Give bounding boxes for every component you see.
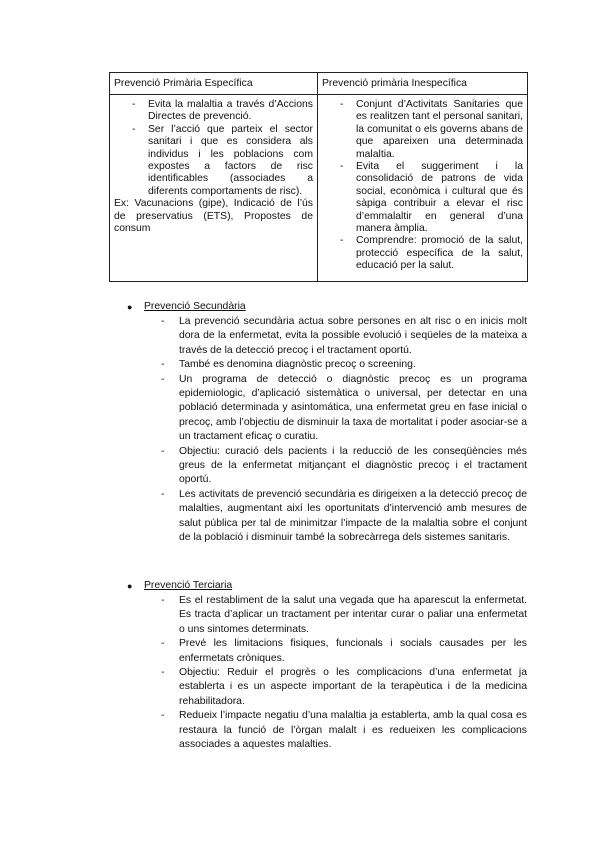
table-header-specific: Prevenció Primària Específica (110, 73, 318, 95)
table-cell-specific (110, 95, 318, 282)
list-item: - Ser l’acció que parteix el sector sanitari i que es considera als individus i les poblacions com expostes a factors de risc identificables (associades a diferents comportaments de risc). (114, 124, 313, 198)
specific-example: Ex: Vacunacions (gipe), Indicació de l’ús de preservatius (ETS), Propostes de consum (114, 198, 313, 235)
list-item: - Redueix l’impacte negatiu d’una malaltia ja establerta, amb la qual cosa es restaura la funció de l’òrgan malalt i es redueixen les complicacions associades a aquestes malalties. (160, 709, 527, 752)
bullet-icon: ● (127, 581, 133, 591)
list-item: - La prevenció secundària actua sobre persones en alt risc o en inicis molt dora de la enfermetat, evita la possible evolució i seqüeles de la mateixa a través de la detecció precoç i el tractament oportú. (160, 315, 527, 358)
table-cell-nonspecific (318, 95, 528, 282)
section-title: Prevenció Terciaria (144, 580, 233, 591)
list-item: - Un programa de detecció o diagnòstic precoç es un programa epidemiologic, d’aplicació sistemàtica o universal, per detectar en una població determinada y asintomática, una enfermetat greu en fase inicial o precoç, amb l’objectiu de disminuir la taxa de mortalitat i poder asociar-se a un tractament eficaç o curatiu. (160, 373, 527, 445)
list-item: - També es denomina diagnòstic precoç o screening. (160, 358, 527, 372)
section-heading (0, 579, 600, 593)
secondary-prevention-list (160, 315, 527, 546)
nonspecific-list (322, 99, 523, 273)
section-title: Prevenció Secundària (144, 301, 246, 312)
section-tertiary-prevention (0, 579, 600, 752)
list-item: - Conjunt d’Activitats Sanitaries que es realitzen tant el personal sanitari, la comunitat o els governs abans de que apareixen una determinada malaltia. (322, 99, 523, 161)
section-heading (0, 300, 600, 314)
table-body-row (110, 95, 528, 282)
list-item: - Objectiu: curació dels pacients i la reducció de les conseqüències més greus de la enfermetat mitjançant el diagnòstic precoç i el tractament oportú. (160, 445, 527, 488)
list-item: - Es el restabliment de la salut una vegada que ha aparescut la enfermetat. Es tracta d’aplicar un tractament per intentar curar o paliar una enfermetat o uns sintomes determinats. (160, 594, 527, 637)
table-header-nonspecific: Prevenció primària Inespecífica (318, 73, 528, 95)
prevention-comparison-table (109, 72, 528, 282)
list-item: - Comprendre: promoció de la salut, protecció específica de la salut, educació per la salut. (322, 235, 523, 272)
section-secondary-prevention (0, 300, 600, 546)
list-item: - Les activitats de prevenció secundària es dirigeixen a la detecció precoç de malalties, augmentant així les oportunitats d’intervenció amb mesures de salut pública per tal de minimitzar l’impacte de la malaltia sobre el conjunt de la població i disminuir també la sobrecàrrega dels sistemes sanitaris. (160, 488, 527, 546)
table-header-row (110, 73, 528, 95)
specific-list (114, 99, 313, 198)
list-item: - Evita el suggeriment i la consolidació de patrons de vida social, econòmica i cultural que és sàpiga contribuir a elevar el risc d’emmalaltir en general d’una manera àmplia. (322, 161, 523, 235)
tertiary-prevention-list (160, 594, 527, 752)
bullet-icon: ● (127, 302, 133, 312)
list-item: - Objectiu: Reduir el progrès o les complicacions d’una enfermetat ja establerta i es un aspecte important de la terapèutica i de la medicina rehabilitadora. (160, 666, 527, 709)
list-item: - Evita la malaltia a través d’Accions Directes de prevenció. (114, 99, 313, 124)
list-item: - Prevé les limitacions fisiques, funcionals i socials causades per les enfermetats cròniques. (160, 637, 527, 666)
